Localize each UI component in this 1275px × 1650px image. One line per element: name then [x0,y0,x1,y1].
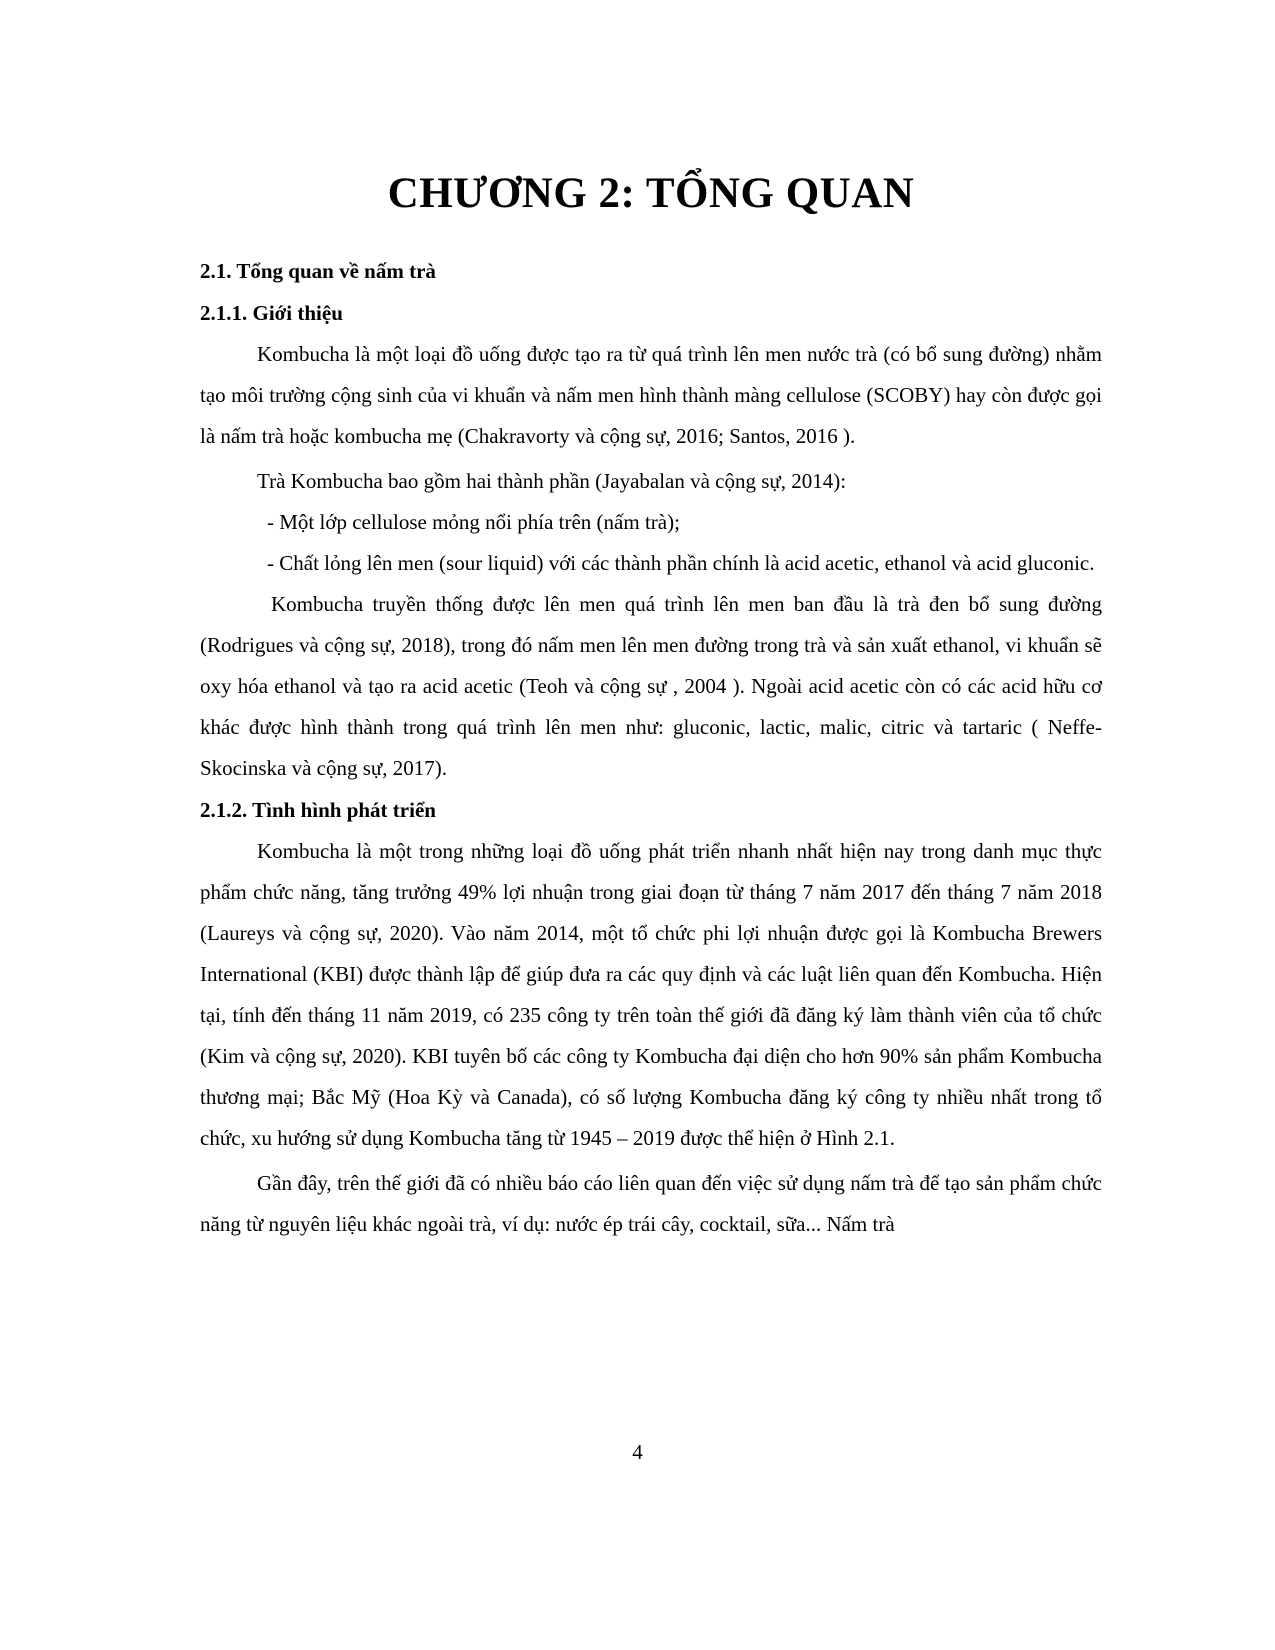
list-item-sour-liquid: - Chất lỏng lên men (sour liquid) với các thành phần chính là acid acetic, ethanol và acid gluconic. [267,551,1095,575]
paragraph-traditional: Kombucha truyền thống được lên men quá trình lên men ban đầu là trà đen bổ sung đường (Rodrigues và cộng sự, 2018), trong đó nấm men lên men đường trong trà và sản xuất ethanol, vi khuẩn sẽ oxy hóa ethanol và tạo ra acid acetic (Teoh và cộng sự , 2004 ). Ngoài acid acetic còn có các acid hữu cơ khác được hình thành trong quá trình lên men như: gluconic, lactic, malic, citric và tartaric ( Neffe-Skocinska và cộng sự, 2017). [200,592,1102,780]
section-heading-2-1: 2.1. Tổng quan về nấm trà [200,259,436,283]
section-heading-2-1-1: 2.1.1. Giới thiệu [200,301,343,325]
paragraph-recent: Gần đây, trên thế giới đã có nhiều báo cáo liên quan đến việc sử dụng nấm trà để tạo sản phẩm chức năng từ nguyên liệu khác ngoài trà, ví dụ: nước ép trái cây, cocktail, sữa... Nấm trà [200,1171,1102,1236]
section-heading-2-1-2: 2.1.2. Tình hình phát triển [200,798,436,822]
paragraph-components: Trà Kombucha bao gồm hai thành phần (Jayabalan và cộng sự, 2014): [257,469,847,493]
page-content [200,168,1102,1245]
paragraph-growth: Kombucha là một trong những loại đồ uống phát triển nhanh nhất hiện nay trong danh mục thực phẩm chức năng, tăng trưởng 49% lợi nhuận trong giai đoạn từ tháng 7 năm 2017 đến tháng 7 năm 2018 (Laureys và cộng sự, 2020). Vào năm 2014, một tổ chức phi lợi nhuận được gọi là Kombucha Brewers International (KBI) được thành lập để giúp đưa ra các quy định và các luật liên quan đến Kombucha. Hiện tại, tính đến tháng 11 năm 2019, có 235 công ty trên toàn thế giới đã đăng ký làm thành viên của tổ chức (Kim và cộng sự, 2020). KBI tuyên bố các công ty Kombucha đại diện cho hơn 90% sản phẩm Kombucha thương mại; Bắc Mỹ (Hoa Kỳ và Canada), có số lượng Kombucha đăng ký công ty nhiều nhất trong tổ chức, xu hướng sử dụng Kombucha tăng từ 1945 – 2019 được thể hiện ở Hình 2.1. [200,839,1102,1150]
paragraph-intro: Kombucha là một loại đồ uống được tạo ra từ quá trình lên men nước trà (có bổ sung đường) nhằm tạo môi trường cộng sinh của vi khuẩn và nấm men hình thành màng cellulose (SCOBY) hay còn được gọi là nấm trà hoặc kombucha mẹ (Chakravorty và cộng sự, 2016; Santos, 2016 ). [200,342,1102,448]
chapter-title: CHƯƠNG 2: TỔNG QUAN [387,170,915,217]
list-item-cellulose: - Một lớp cellulose mỏng nổi phía trên (nấm trà); [267,510,680,534]
page-number: 4 [632,1440,643,1464]
